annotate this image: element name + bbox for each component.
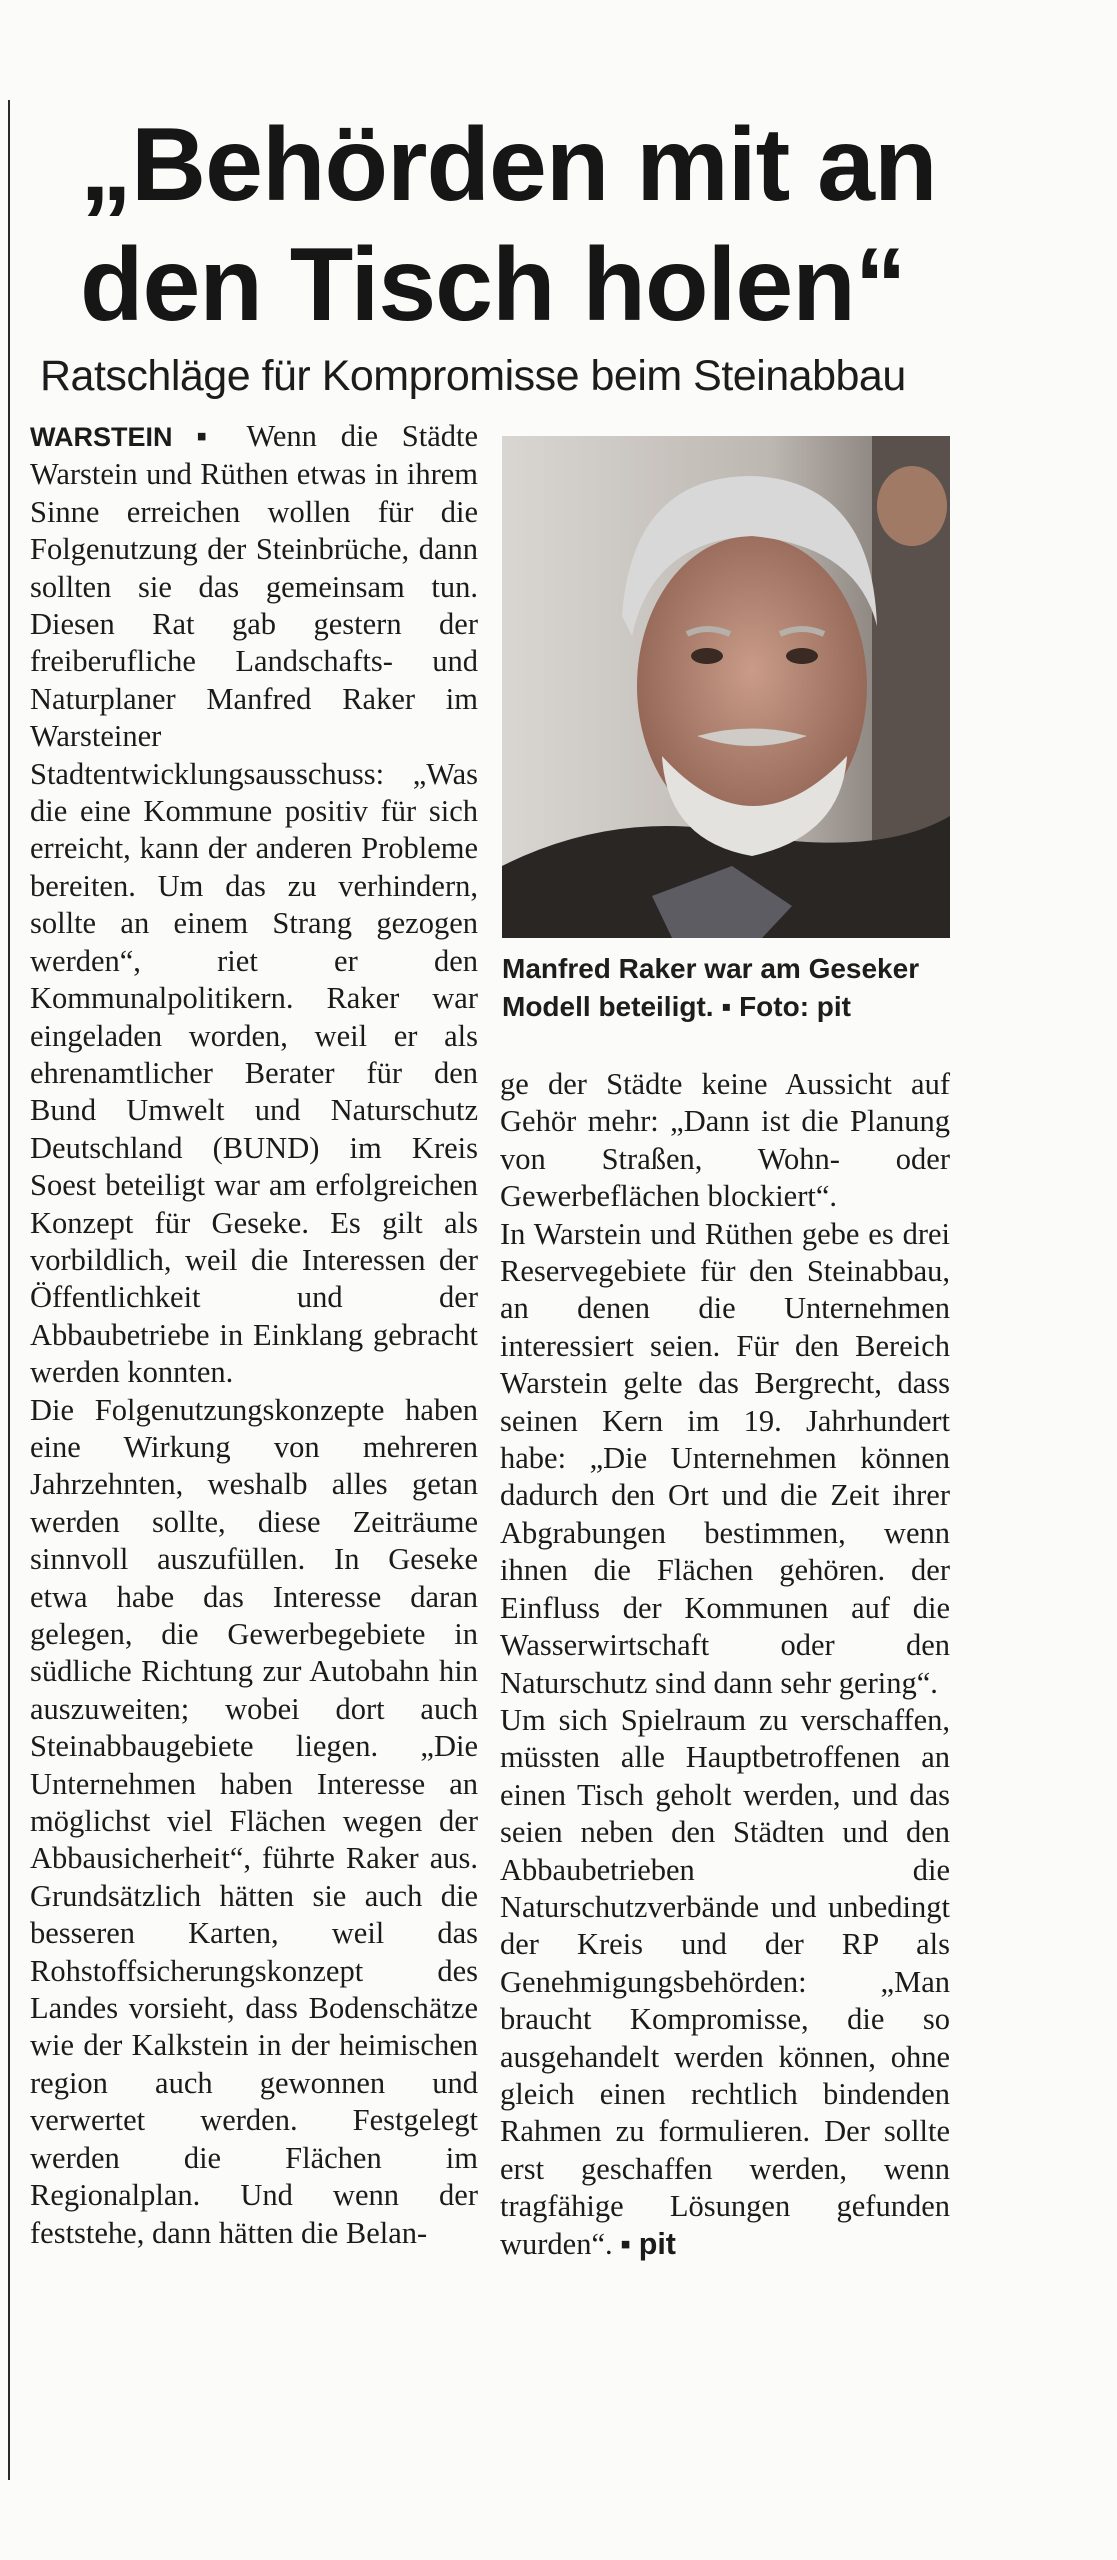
paragraph xyxy=(500,1702,950,2263)
paragraph: ge der Städte keine Aussicht auf Gehör mehr: „Dann ist die Planung von Straßen, Wohn- oder Gewerbeflächen blockiert“. xyxy=(500,1067,950,1214)
article-column-2 xyxy=(500,1066,950,2263)
separator: ▪ xyxy=(620,2226,632,2261)
paragraph-text: Um sich Spielraum zu verschaffen, müssten alle Hauptbetroffenen an einen Tisch geholt werden, und das seien neben den Städten und den Abbaubetrieben die Naturschutzverbände und unbedingt der Kreis und der RP als Genehmigungsbehörden: „Man braucht Kompromisse, die so ausgehandelt werden können, ohne gleich einen rechtlich bindenden Rahmen zu formulieren. Der sollte erst geschaffen werden, wenn tragfähige Lösungen gefunden wurden“. xyxy=(500,1702,950,2261)
paragraph: In Warstein und Rüthen gebe es drei Reservegebiete für den Steinabbau, an denen die Unternehmen interessiert seien. Für den Bereich Warstein gelte das Bergrecht, dass seinen Kern im 19. Jahrhundert habe: „Die Unternehmen können dadurch den Ort und die Zeit ihrer Abgrabungen bestimmen, wenn ihnen die Flächen gehören. der Einfluss der Kommunen auf die Wasserwirtschaft oder den Naturschutz sind dann sehr gering“. xyxy=(500,1216,950,1700)
separator: ▪ xyxy=(196,419,224,453)
subtitle: Ratschläge für Kompromisse beim Steinabbau xyxy=(40,352,906,400)
paragraph xyxy=(30,418,478,1392)
caption-text: Manfred Raker war am Geseker Modell beteiligt. xyxy=(502,953,920,1022)
headline-line-2: den Tisch holen“ xyxy=(80,227,906,343)
portrait-photo-image xyxy=(502,436,950,938)
photo-credit: Foto: pit xyxy=(739,991,852,1022)
separator: ▪ xyxy=(721,991,732,1022)
paragraph: Die Folgenutzungskonzepte haben eine Wirkung von mehreren Jahrzehnten, weshalb alles getan werden sollte, diese Zeiträume sinnvoll auszufüllen. In Geseke etwa habe das Interesse daran gelegen, die Gewerbegebiete in südliche Richtung zur Autobahn hin auszuweiten; wobei dort auch Steinabbaugebiete liegen. „Die Unternehmen haben Interesse an möglichst viel Flächen wegen der Abbausicherheit“, führte Raker aus. Grundsätzlich hätten sie auch die besseren Karten, weil das Rohstoffsicherungskonzept des Landes vorsieht, dass Bodenschätze wie der Kalkstein in der heimischen region auch gewonnen und verwertet werden. Festgelegt werden die Flächen im Regionalplan. Und wenn der feststehe, dann hätten die Belan- xyxy=(30,1392,478,2250)
dateline: WARSTEIN xyxy=(30,422,173,452)
column-rule xyxy=(8,100,10,2480)
paragraph-text: Wenn die Städte Warstein und Rüthen etwas in ihrem Sinne erreichen wollen für die Folgenutzung der Steinbrüche, dann sollten sie das gemeinsam tun. Diesen Rat gab gestern der freiberufliche Landschafts- und Naturplaner Manfred Raker im Warsteiner Stadtentwicklungsausschuss: „Was die eine Kommune positiv für sich erreicht, kann der anderen Probleme bereiten. Um das zu verhindern, sollte an einem Strang gezogen werden“, riet er den Kommunalpolitikern. Raker war eingeladen worden, weil er als ehrenamtlicher Berater für den Bund Umwelt und Naturschutz Deutschland (BUND) im Kreis Soest beteiligt war am erfolgreichen Konzept für Geseke. Es gilt als vorbildlich, weil die Interessen der Öffentlichkeit und der Abbaubetriebe in Einklang gebracht werden konnten. xyxy=(30,419,479,1390)
article-column-1 xyxy=(30,418,478,2252)
headline xyxy=(80,105,1060,345)
author: pit xyxy=(638,2226,676,2261)
portrait-photo xyxy=(502,436,950,938)
photo-caption xyxy=(502,950,952,1026)
headline-line-1: „Behörden mit an xyxy=(80,107,937,223)
